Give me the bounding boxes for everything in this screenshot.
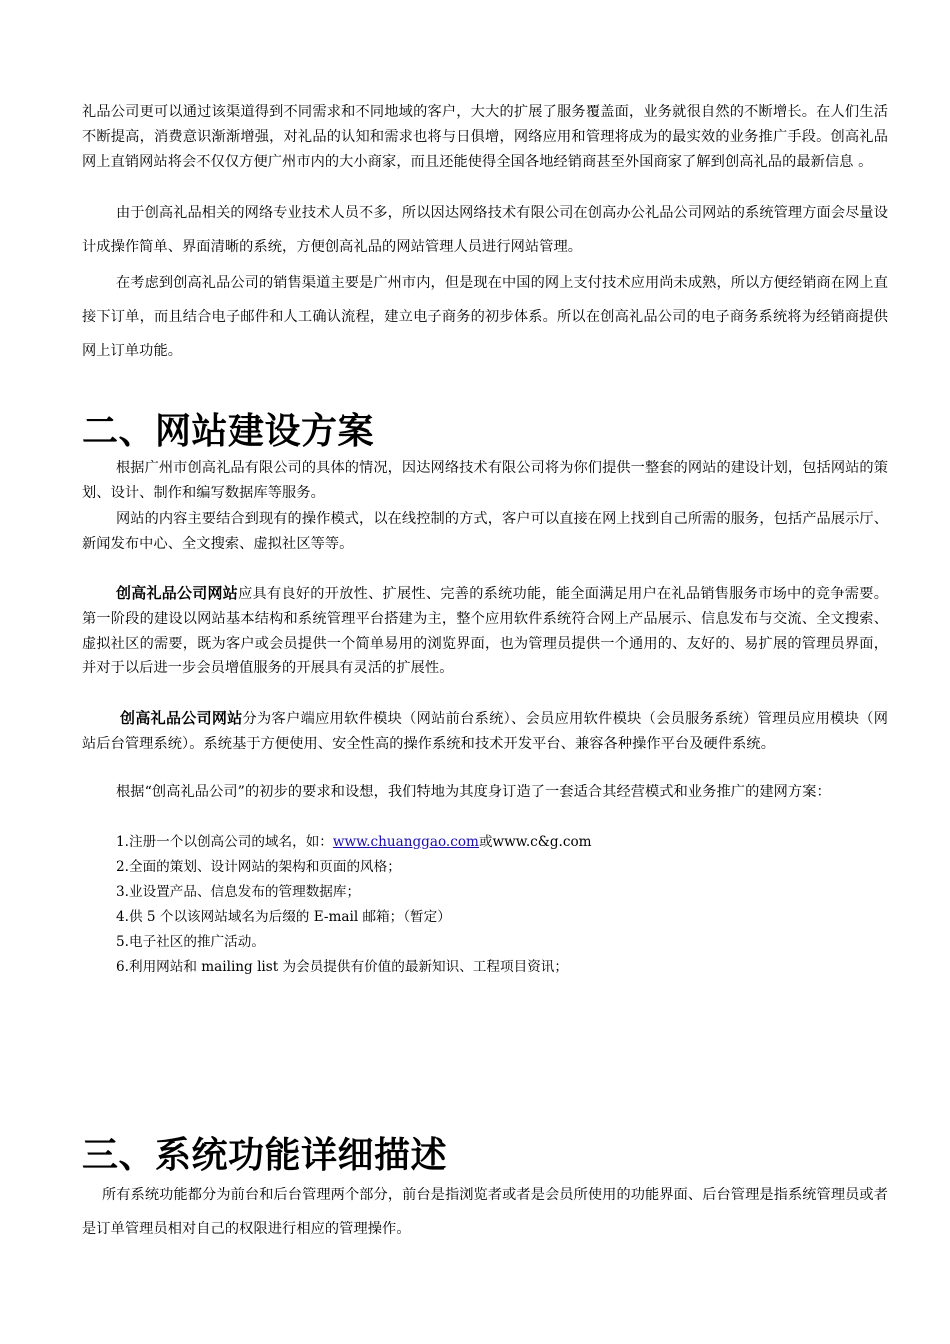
plan-list-item-1-suffix: 或www.c&g.com xyxy=(478,834,592,850)
section-2-paragraph-3 xyxy=(82,581,888,681)
plan-list-item-4: 4.供 5 个以该网站域名为后缀的 E-mail 邮箱；（暂定） xyxy=(116,909,451,925)
section-3-paragraph-1: 所有系统功能都分为前台和后台管理两个部分，前台是指浏览者或者是会员所使用的功能界面、后台管理是指系统管理员或者是订单管理员相对自己的权限进行相应的管理操作。 xyxy=(82,1187,888,1237)
website-name-bold: 创高礼品公司网站 xyxy=(116,584,239,602)
website-name-bold-2: 创高礼品公司网站 xyxy=(120,709,243,727)
section-2-heading: 二、网站建设方案 xyxy=(82,411,375,452)
section-2-paragraph-4 xyxy=(82,706,888,757)
plan-list-item-5: 5.电子社区的推广活动。 xyxy=(116,934,265,950)
section-2-paragraph-2: 网站的内容主要结合到现有的操作模式，以在线控制的方式，客户可以直接在网上找到自己所需的服务，包括产品展示厅、新闻发布中心、全文搜索、虚拟社区等等。 xyxy=(82,511,888,552)
plan-list-item-1 xyxy=(116,830,592,855)
section-2-paragraph-5: 根据“创高礼品公司”的初步的要求和设想，我们特地为其度身订造了一套适合其经营模式和业务推广的建网方案： xyxy=(116,784,831,800)
plan-list-item-3: 3.业设置产品、信息发布的管理数据库； xyxy=(116,884,361,900)
section-2-paragraph-1: 根据广州市创高礼品有限公司的具体的情况，因达网络技术有限公司将为你们提供一整套的网站的建设计划，包括网站的策划、设计、制作和编写数据库等服务。 xyxy=(82,460,888,501)
section-2-paragraph-4-text: 分为客户端应用软件模块（网站前台系统）、会员应用软件模块（会员服务系统）管理员应用模块（网站后台管理系统）。系统基于方便使用、安全性高的操作系统和技术开发平台、兼容各种操作平台及硬件系统。 xyxy=(82,711,888,752)
section-2-paragraph-3-text: 应具有良好的开放性、扩展性、完善的系统功能，能全面满足用户在礼品销售服务市场中的竞争需要。第一阶段的建设以网站基本结构和系统管理平台搭建为主，整个应用软件系统符合网上产品展示、信息发布与交流、全文搜索、虚拟社区的需要，既为客户或会员提供一个简单易用的浏览界面，也为管理员提供一个通用的、友好的、易扩展的管理员界面，并对于以后进一步会员增值服务的开展具有灵活的扩展性。 xyxy=(82,586,888,677)
plan-list-item-2: 2.全面的策划、设计网站的架构和页面的风格； xyxy=(116,859,401,875)
section-3-heading: 三、系统功能详细描述 xyxy=(82,1135,448,1176)
domain-link[interactable]: www.chuanggao.com xyxy=(332,834,479,850)
intro-paragraph-2: 由于创高礼品相关的网络专业技术人员不多，所以因达网络技术有限公司在创高办公礼品公司网站的系统管理方面会尽量设计成操作简单、界面清晰的系统，方便创高礼品的网站管理人员进行网站管理。 xyxy=(82,205,888,255)
plan-list-item-1-prefix: 1.注册一个以创高公司的域名，如： xyxy=(116,834,333,850)
intro-paragraph-1: 礼品公司更可以通过该渠道得到不同需求和不同地域的客户，大大的扩展了服务覆盖面，业务就很自然的不断增长。在人们生活不断提高，消费意识渐渐增强，对礼品的认知和需求也将与日俱增，网络应用和管理将成为的最实效的业务推广手段。创高礼品网上直销网站将会不仅仅方便广州市内的大小商家，而且还能使得全国各地经销商甚至外国商家了解到创高礼品的最新信息 。 xyxy=(82,104,888,170)
plan-list-item-6: 6.利用网站和 mailing list 为会员提供有价值的最新知识、工程项目资讯； xyxy=(116,959,568,975)
intro-paragraph-3: 在考虑到创高礼品公司的销售渠道主要是广州市内，但是现在中国的网上支付技术应用尚未成熟，所以方便经销商在网上直接下订单，而且结合电子邮件和人工确认流程，建立电子商务的初步体系。所以在创高礼品公司的电子商务系统将为经销商提供网上订单功能。 xyxy=(82,275,888,359)
